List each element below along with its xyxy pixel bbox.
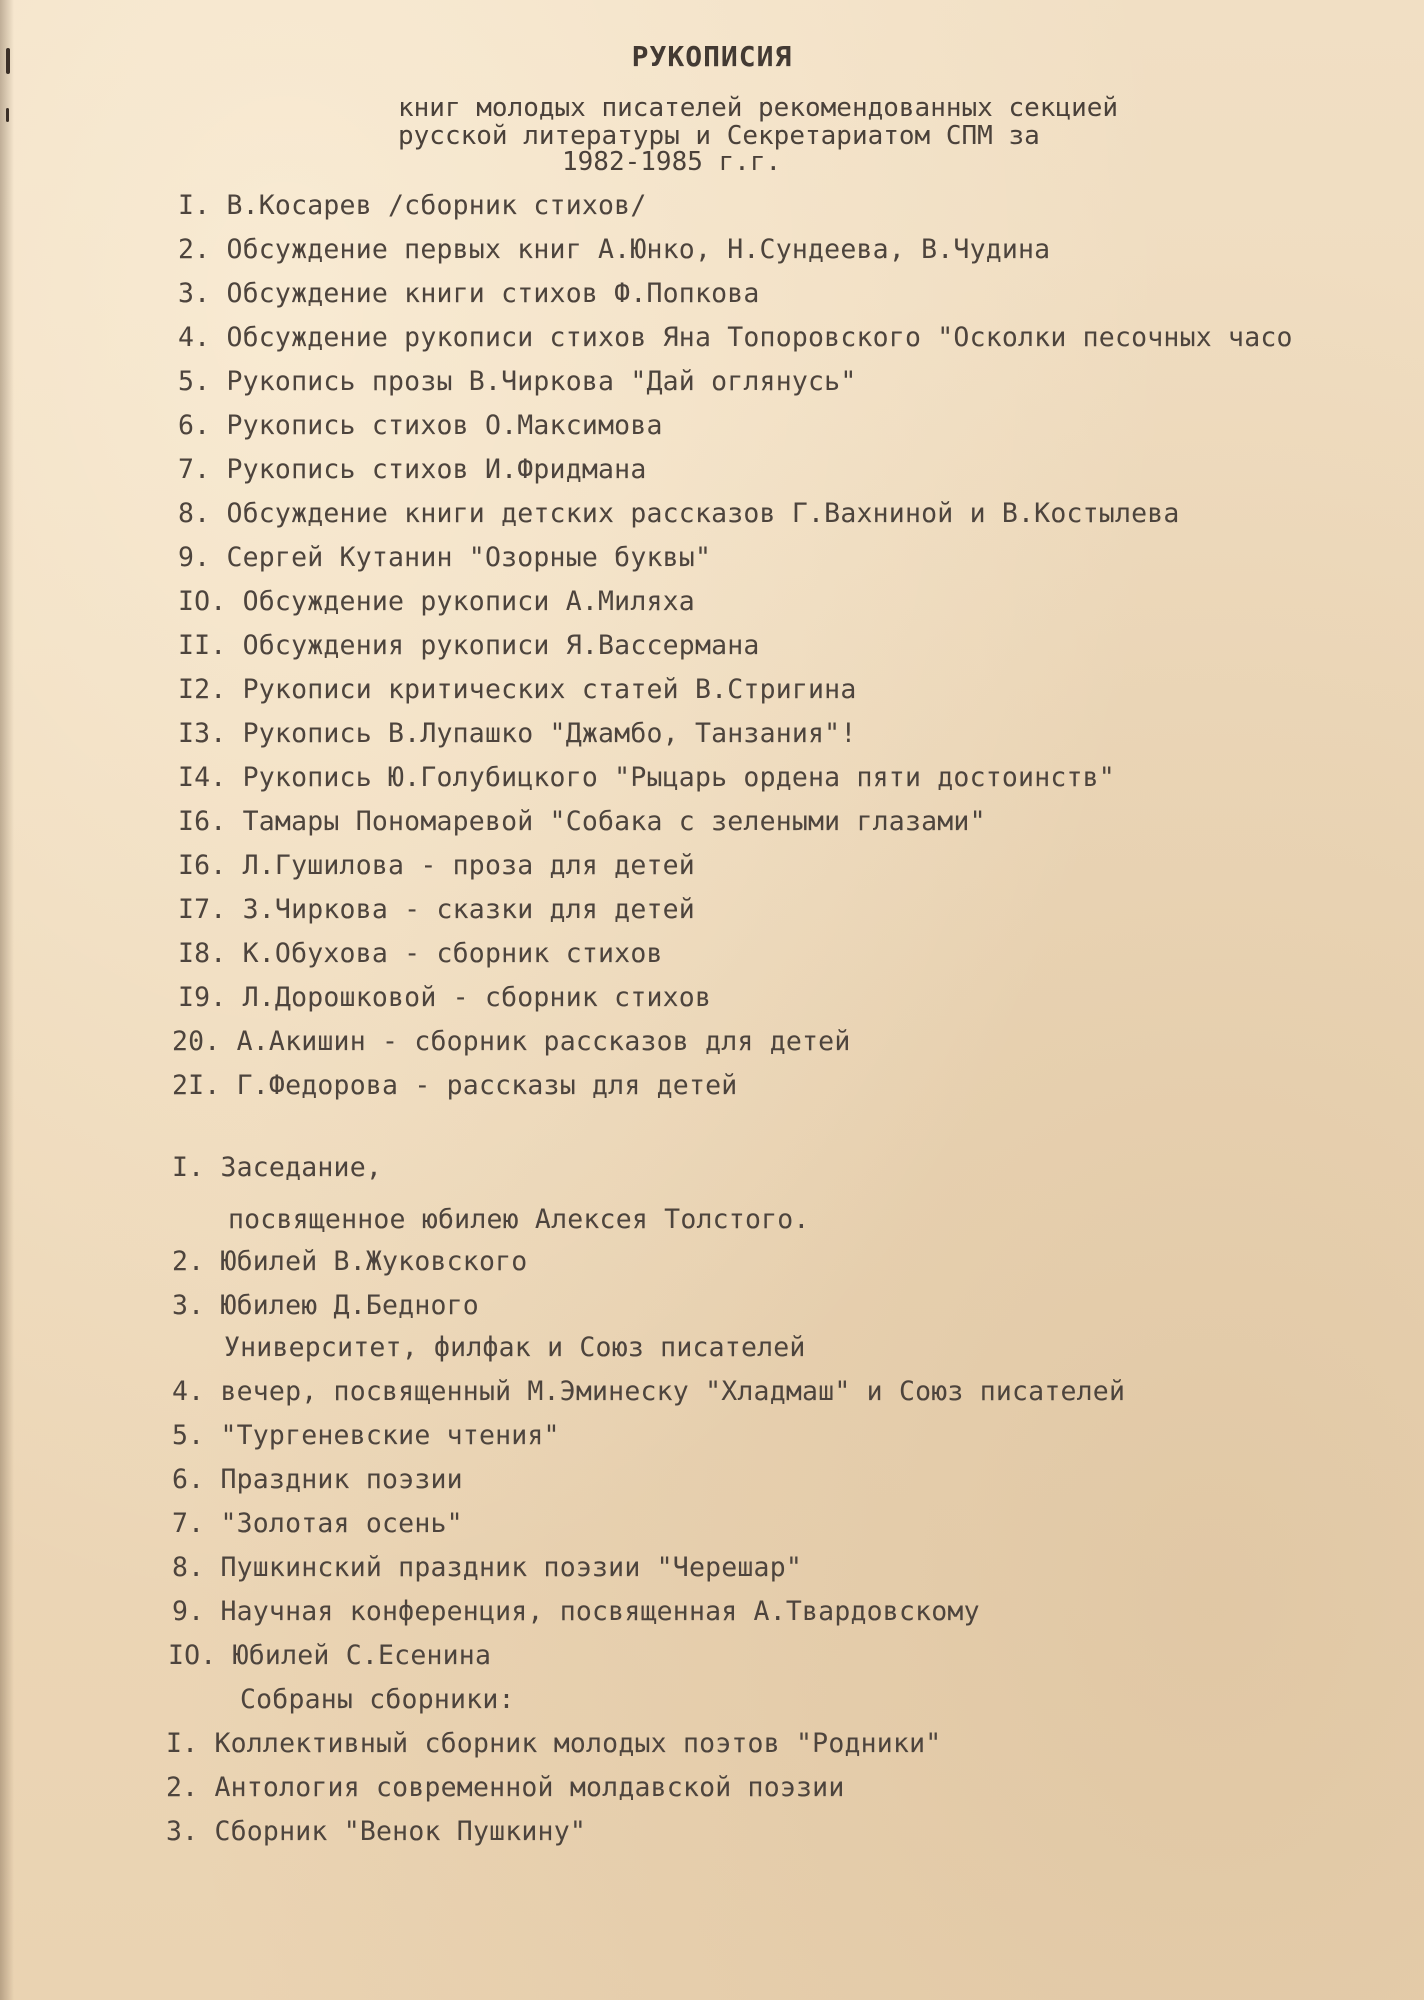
item-text: Л.Дорошковой - сборник стихов — [242, 982, 712, 1013]
item-number: 5. — [178, 366, 211, 397]
item-number: I. — [166, 1728, 199, 1759]
collections-heading — [240, 1684, 515, 1715]
manuscript-item — [178, 762, 1115, 793]
item-text: Праздник поэзии — [220, 1464, 463, 1495]
item-text: А.Акишин - сборник рассказов для детей — [236, 1026, 851, 1057]
manuscript-item — [178, 498, 1180, 529]
manuscript-item — [178, 278, 760, 309]
item-number: I7. — [178, 894, 227, 925]
item-number: 2. — [178, 234, 211, 265]
item-number: 9. — [172, 1596, 205, 1627]
event-item — [172, 1290, 479, 1321]
item-number: I6. — [178, 806, 227, 837]
item-text: Обсуждение рукописи А.Миляха — [242, 586, 695, 617]
manuscript-item — [178, 806, 986, 837]
item-text: "Тургеневские чтения" — [220, 1420, 560, 1451]
subtitle-line-2: русской литературы и Секретариатом СПМ за — [398, 121, 1040, 151]
collection-item — [166, 1816, 586, 1847]
manuscript-item — [178, 366, 857, 397]
document-title: РУКОПИСИЯ — [631, 40, 793, 73]
item-text: Рукопись Ю.Голубицкого "Рыцарь ордена пяти достоинств" — [242, 762, 1115, 793]
manuscript-item — [178, 894, 695, 925]
binding-mark — [6, 108, 9, 122]
item-number: 3. — [166, 1816, 199, 1847]
manuscript-item — [178, 410, 663, 441]
item-number: 5. — [172, 1420, 205, 1451]
item-number: 3. — [178, 278, 211, 309]
item-text: Университет, филфак и Союз писателей — [224, 1332, 806, 1363]
item-number: 7. — [178, 454, 211, 485]
page-edge-shadow — [0, 0, 14, 2000]
item-number: IO. — [178, 586, 227, 617]
item-text: Юбилей С.Есенина — [232, 1640, 492, 1671]
manuscript-item — [178, 322, 1293, 353]
item-number: 2I. — [172, 1070, 221, 1101]
manuscript-item — [178, 454, 646, 485]
event-item — [168, 1640, 491, 1671]
manuscript-item — [178, 234, 1050, 265]
manuscript-item — [178, 190, 646, 221]
item-text: Рукопись стихов И.Фридмана — [226, 454, 647, 485]
item-text: "Золотая осень" — [220, 1508, 463, 1539]
item-text: Обсуждение рукописи стихов Яна Топоровского "Осколки песочных часо — [226, 322, 1293, 353]
item-number: I. — [172, 1152, 205, 1183]
item-text: вечер, посвященный М.Эминеску "Хладмаш" и Союз писателей — [220, 1376, 1126, 1407]
item-text: З.Чиркова - сказки для детей — [242, 894, 695, 925]
event-item — [172, 1596, 980, 1627]
item-text: Г.Федорова - рассказы для детей — [236, 1070, 738, 1101]
item-number: 2. — [166, 1772, 199, 1803]
item-number: 6. — [172, 1464, 205, 1495]
manuscript-item — [178, 718, 857, 749]
item-number: I4. — [178, 762, 227, 793]
manuscript-item — [178, 586, 695, 617]
item-number: 9. — [178, 542, 211, 573]
event-item — [172, 1152, 382, 1183]
subtitle-line-1: книг молодых писателей рекомендованных секцией — [398, 93, 1119, 123]
event-item — [172, 1246, 527, 1277]
item-number: 2. — [172, 1246, 205, 1277]
item-number: 4. — [172, 1376, 205, 1407]
item-text: посвященное юбилею Алексея Толстого. — [228, 1204, 810, 1235]
item-text: Собраны сборники: — [240, 1684, 515, 1715]
item-number: I8. — [178, 938, 227, 969]
item-text: Сборник "Венок Пушкину" — [214, 1816, 587, 1847]
event-item — [172, 1552, 802, 1583]
event-item — [172, 1508, 463, 1539]
event-item — [172, 1376, 1125, 1407]
event-item — [172, 1420, 560, 1451]
manuscript-item — [178, 850, 695, 881]
item-number: IO. — [168, 1640, 217, 1671]
item-number: I3. — [178, 718, 227, 749]
item-text: Юбилей В.Жуковского — [220, 1246, 528, 1277]
item-number: 6. — [178, 410, 211, 441]
item-text: Сергей Кутанин "Озорные буквы" — [226, 542, 712, 573]
item-text: К.Обухова - сборник стихов — [242, 938, 663, 969]
event-item — [172, 1464, 463, 1495]
item-number: I9. — [178, 982, 227, 1013]
manuscript-item — [172, 1070, 737, 1101]
item-text: Обсуждение книги детских рассказов Г.Вахниной и В.Костылева — [226, 498, 1180, 529]
collection-item — [166, 1728, 941, 1759]
manuscript-item — [178, 938, 663, 969]
item-text: Научная конференция, посвященная А.Твардовскому — [220, 1596, 980, 1627]
manuscript-item — [178, 542, 711, 573]
manuscript-item — [178, 630, 760, 661]
item-text: Пушкинский праздник поэзии "Черешар" — [220, 1552, 803, 1583]
item-text: Антология современной молдавской поэзии — [214, 1772, 845, 1803]
item-text: Обсуждение книги стихов Ф.Попкова — [226, 278, 760, 309]
item-number: II. — [178, 630, 227, 661]
item-number: I2. — [178, 674, 227, 705]
manuscript-item — [172, 1026, 851, 1057]
item-number: 8. — [172, 1552, 205, 1583]
item-text: Коллективный сборник молодых поэтов "Родники" — [214, 1728, 942, 1759]
item-number: 4. — [178, 322, 211, 353]
subtitle-line-3: 1982-1985 г.г. — [562, 147, 782, 177]
item-text: Обсуждения рукописи Я.Вассермана — [242, 630, 760, 661]
event-item — [224, 1332, 806, 1363]
item-text: Тамары Пономаревой "Собака с зелеными глазами" — [242, 806, 986, 837]
item-number: 20. — [172, 1026, 221, 1057]
item-text: Рукопись В.Лупашко "Джамбо, Танзания"! — [242, 718, 857, 749]
item-text: Обсуждение первых книг А.Юнко, Н.Сундеева, В.Чудина — [226, 234, 1051, 265]
item-number: 3. — [172, 1290, 205, 1321]
item-number: 7. — [172, 1508, 205, 1539]
item-text: Рукопись прозы В.Чиркова "Дай оглянусь" — [226, 366, 857, 397]
manuscript-item — [178, 982, 711, 1013]
item-number: I6. — [178, 850, 227, 881]
item-text: Юбилею Д.Бедного — [220, 1290, 479, 1321]
manuscript-item — [178, 674, 857, 705]
item-text: Л.Гушилова - проза для детей — [242, 850, 695, 881]
collection-item — [166, 1772, 845, 1803]
item-number: 8. — [178, 498, 211, 529]
item-text: Рукопись стихов О.Максимова — [226, 410, 663, 441]
item-number: I. — [178, 190, 211, 221]
event-item — [228, 1204, 810, 1235]
item-text: Заседание, — [220, 1152, 383, 1183]
item-text: В.Косарев /сборник стихов/ — [226, 190, 647, 221]
item-text: Рукописи критических статей В.Стригина — [242, 674, 857, 705]
